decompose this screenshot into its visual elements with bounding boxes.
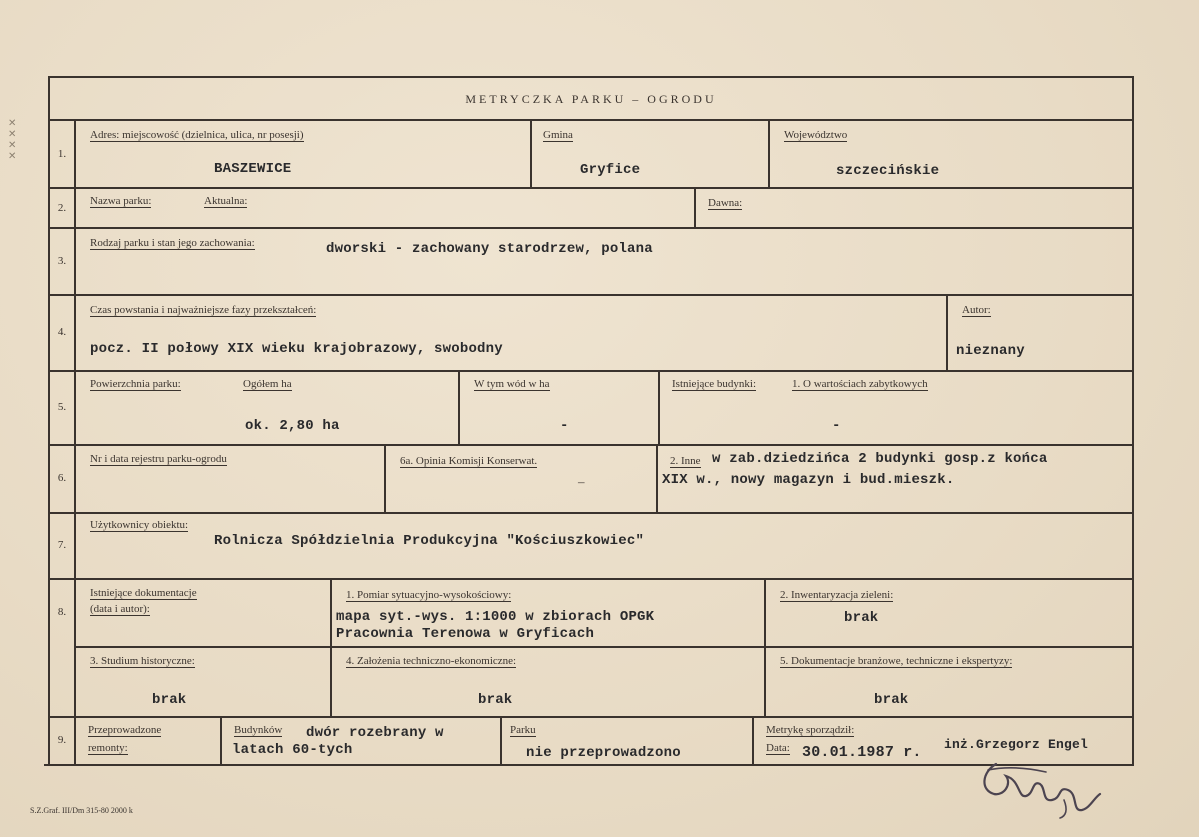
users-label: Użytkownicy obiektu:: [90, 519, 189, 531]
creation-time-value: pocz. II połowy XIX wieku krajobrazowy, swobodny: [90, 341, 503, 357]
voivodeship-label: Województwo: [784, 129, 848, 141]
divider-row4: [48, 370, 1134, 372]
row-number-9: 9.: [57, 734, 67, 746]
preparer-name: inż.Grzegorz Engel: [944, 737, 1089, 752]
row-number-7: 7.: [57, 539, 67, 551]
tech-economic-value: brak: [478, 692, 513, 708]
divider-row7: [48, 578, 1134, 580]
divider-row2: [48, 227, 1134, 229]
documentation-label-1: Istniejące dokumentacje: [90, 587, 197, 599]
users-value: Rolnicza Spółdzielnia Produkcyjna "Kościuszkowiec": [214, 533, 645, 549]
row-number-2: 2.: [57, 202, 67, 214]
former-name-label: Dawna:: [708, 197, 743, 209]
monument-buildings-label: 1. O wartościach zabytkowych: [792, 378, 928, 390]
greenery-inventory-label: 2. Inwentaryzacja zieleni:: [780, 589, 894, 601]
divider-r5-a: [458, 371, 460, 445]
existing-buildings-label: Istniejące budynki:: [672, 378, 757, 390]
opinion-value: –: [578, 474, 585, 489]
divider-row8-inner: [74, 646, 1134, 648]
row-number-4: 4.: [57, 326, 67, 338]
survey-label: 1. Pomiar sytuacyjno-wysokościowy:: [346, 589, 512, 601]
buildings-repairs-value-2: latach 60-tych: [232, 742, 353, 758]
opinion-label: 6a. Opinia Komisji Konserwat.: [400, 455, 538, 467]
divider-row1: [48, 187, 1134, 189]
survey-value-2: Pracownia Terenowa w Gryficach: [336, 626, 595, 642]
current-name-label: Aktualna:: [204, 195, 248, 207]
park-type-label: Rodzaj parku i stan jego zachowania:: [90, 237, 255, 249]
gmina-label: Gmina: [543, 129, 573, 141]
buildings-repairs-value-1: dwór rozebrany w: [306, 725, 444, 741]
divider-r8-b: [764, 579, 766, 717]
branch-docs-value: brak: [874, 692, 909, 708]
divider-r9-c: [752, 717, 754, 765]
divider-r9-a: [220, 717, 222, 765]
divider-r4: [946, 295, 948, 371]
voivodeship-value: szczecińskie: [836, 163, 940, 179]
buildings-repairs-label: Budynków: [234, 724, 283, 736]
park-type-value: dworski - zachowany starodrzew, polana: [326, 241, 653, 257]
water-area-value: -: [560, 418, 569, 434]
repairs-label-1: Przeprowadzone: [88, 724, 162, 736]
address-label: Adres: miejscowość (dzielnica, ulica, nr posesji): [90, 129, 304, 141]
prepared-by-label: Metrykę sporządził:: [766, 724, 855, 736]
area-label: Powierzchnia parku:: [90, 378, 181, 390]
form-title: METRYCZKA PARKU – OGRODU: [465, 92, 717, 106]
author-value: nieznany: [956, 343, 1025, 359]
greenery-inventory-value: brak: [844, 610, 879, 626]
author-label: Autor:: [962, 304, 991, 316]
park-repairs-value: nie przeprowadzono: [526, 745, 681, 761]
monument-buildings-value: -: [832, 418, 841, 434]
divider-r5-b: [658, 371, 660, 445]
print-footer: S.Z.Graf. III/Dm 315-80 2000 k: [30, 806, 133, 815]
historical-study-value: brak: [152, 692, 187, 708]
survey-value-1: mapa syt.-wys. 1:1000 w zbiorach OPGK: [336, 609, 655, 625]
divider-row3: [48, 294, 1134, 296]
other-buildings-value-1: w zab.dziedzińca 2 budynki gosp.z końca: [712, 451, 1048, 467]
divider-row6: [48, 512, 1134, 514]
row-number-5: 5.: [57, 401, 67, 413]
row-number-1: 1.: [57, 148, 67, 160]
water-area-label: W tym wód w ha: [474, 378, 550, 390]
divider-r2: [694, 188, 696, 228]
other-buildings-label: 2. Inne: [670, 455, 701, 467]
divider-title: [48, 119, 1134, 121]
divider-r6-b: [656, 445, 658, 513]
gmina-value: Gryfice: [580, 162, 641, 178]
other-buildings-value-2: XIX w., nowy magazyn i bud.mieszk.: [662, 472, 955, 488]
divider-r1-a: [530, 120, 532, 188]
branch-docs-label: 5. Dokumentacje branżowe, techniczne i ekspertyzy:: [780, 655, 1013, 667]
divider-r9-b: [500, 717, 502, 765]
tech-economic-label: 4. Założenia techniczno-ekonomiczne:: [346, 655, 517, 667]
divider-row8: [48, 716, 1134, 718]
frame-right: [1132, 76, 1134, 766]
register-label: Nr i data rejestru parku-ogrodu: [90, 453, 227, 465]
creation-time-label: Czas powstania i najważniejsze fazy przekształceń:: [90, 304, 317, 316]
frame-top: [48, 76, 1134, 78]
punch-holes: ✕ ✕ ✕ ✕: [8, 118, 17, 162]
total-area-label: Ogółem ha: [243, 378, 292, 390]
divider-r8-a: [330, 579, 332, 717]
area-value: ok. 2,80 ha: [245, 418, 340, 434]
documentation-label-2: (data i autor):: [90, 603, 150, 615]
number-column-divider: [74, 120, 76, 766]
frame-left: [48, 76, 50, 766]
row-number-3: 3.: [57, 255, 67, 267]
divider-r6-a: [384, 445, 386, 513]
repairs-label-2: remonty:: [88, 742, 128, 754]
divider-r1-b: [768, 120, 770, 188]
park-repairs-label: Parku: [510, 724, 536, 736]
row-number-6: 6.: [57, 472, 67, 484]
historical-study-label: 3. Studium historyczne:: [90, 655, 195, 667]
date-value: 30.01.1987 r.: [802, 744, 922, 761]
row-number-8: 8.: [57, 606, 67, 618]
address-value: BASZEWICE: [214, 161, 292, 177]
handwritten-signature: [968, 750, 1118, 820]
date-label: Data:: [766, 742, 790, 754]
divider-row5: [48, 444, 1134, 446]
park-name-label: Nazwa parku:: [90, 195, 152, 207]
